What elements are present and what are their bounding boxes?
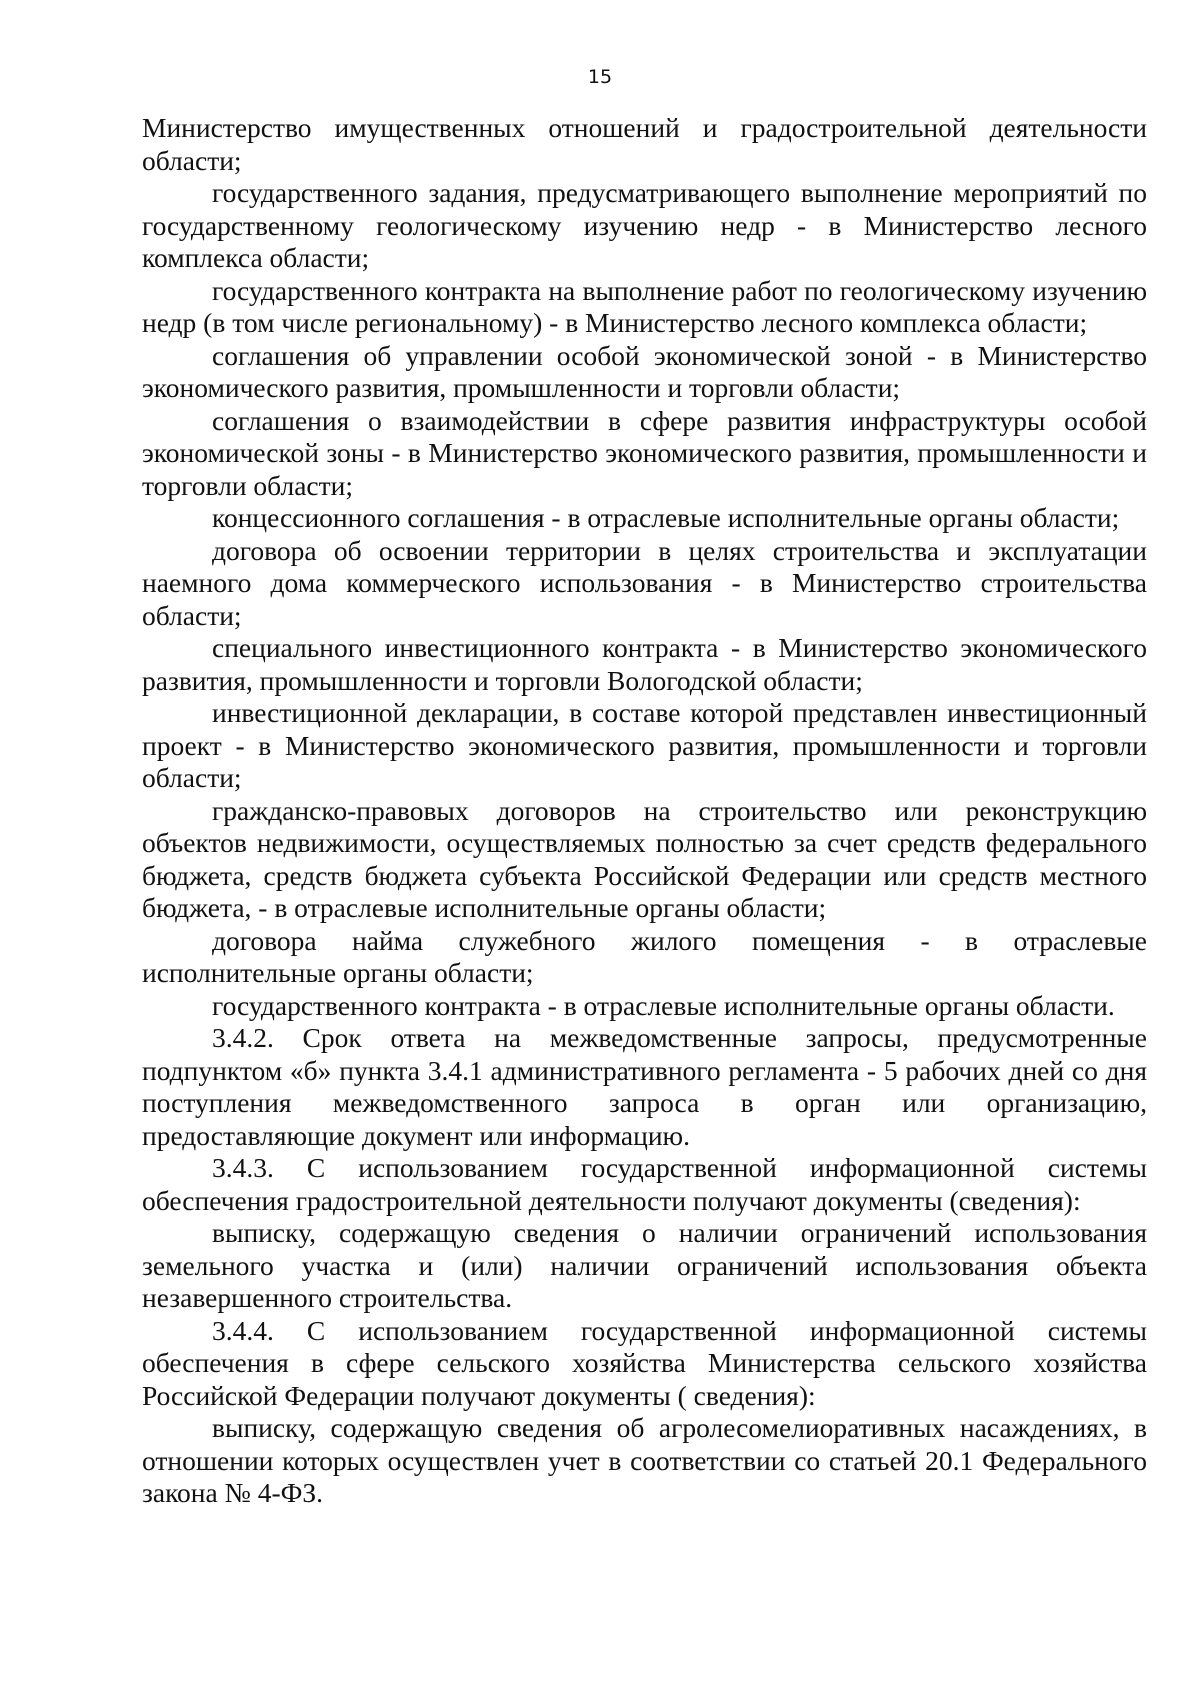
paragraph: государственного контракта - в отраслевые исполнительные органы области. [212, 989, 1115, 1021]
paragraph: концессионного соглашения - в отраслевые исполнительные органы области; [212, 502, 1120, 533]
paragraph: специального инвестиционного контракта - в Министерство экономического развития, промышленности и торговли Вологодской области; [142, 632, 1147, 696]
page-number: 15 [587, 66, 613, 88]
document-body [142, 112, 1147, 1510]
paragraph: государственного контракта на выполнение работ по геологическому изучению недр (в том числе региональному) - в Министерство лесного комплекса области; [142, 274, 1147, 338]
paragraph: 3.4.2. Срок ответа на межведомственные запросы, предусмотренные подпунктом «б» пункта 3.4.1 административного регламента - 5 рабочих дней со дня поступления межведомственного запроса в орган или организацию, предоставляющие документ или информацию. [142, 1022, 1147, 1151]
paragraph: выписку, содержащую сведения о наличии ограничений использования земельного участка и (или) наличии ограничений использования объекта незавершенного строительства. [142, 1217, 1147, 1313]
paragraph: соглашения о взаимодействии в сфере развития инфраструктуры особой экономической зоны - в Министерство экономического развития, промышленности и торговли области; [142, 404, 1147, 501]
paragraph: выписку, содержащую сведения об агролесомелиоративных насаждениях, в отношении которых осуществлен учет в соответствии со статьей 20.1 Федерального закона № 4-ФЗ. [142, 1412, 1147, 1508]
paragraph: гражданско-правовых договоров на строительство или реконструкцию объектов недвижимости, осуществляемых полностью за счет средств федерального бюджета, средств бюджета субъекта Российской Федерации или средств местного бюджета, - в отраслевые исполнительные органы области; [142, 794, 1147, 923]
paragraph: договора об освоении территории в целях строительства и эксплуатации наемного дома коммерческого использования - в Министерство строительства области; [142, 534, 1147, 631]
paragraph: Министерство имущественных отношений и градостроительной деятельности области; [142, 112, 1147, 176]
paragraph: 3.4.4. С использованием государственной информационной системы обеспечения в сфере сельского хозяйства Министерства сельского хозяйства Российской Федерации получают документы ( сведения): [142, 1314, 1147, 1411]
paragraph: соглашения об управлении особой экономической зоной - в Министерство экономического развития, промышленности и торговли области; [142, 339, 1147, 403]
paragraph: государственного задания, предусматривающего выполнение мероприятий по государственному геологическому изучению недр - в Министерство лесного комплекса области; [142, 177, 1147, 273]
paragraph: 3.4.3. С использованием государственной информационной системы обеспечения градостроительной деятельности получают документы (сведения): [142, 1152, 1147, 1216]
paragraph: договора найма служебного жилого помещения - в отраслевые исполнительные органы области; [142, 924, 1147, 988]
paragraph: инвестиционной декларации, в составе которой представлен инвестиционный проект - в Министерство экономического развития, промышленности и торговли области; [142, 697, 1147, 793]
